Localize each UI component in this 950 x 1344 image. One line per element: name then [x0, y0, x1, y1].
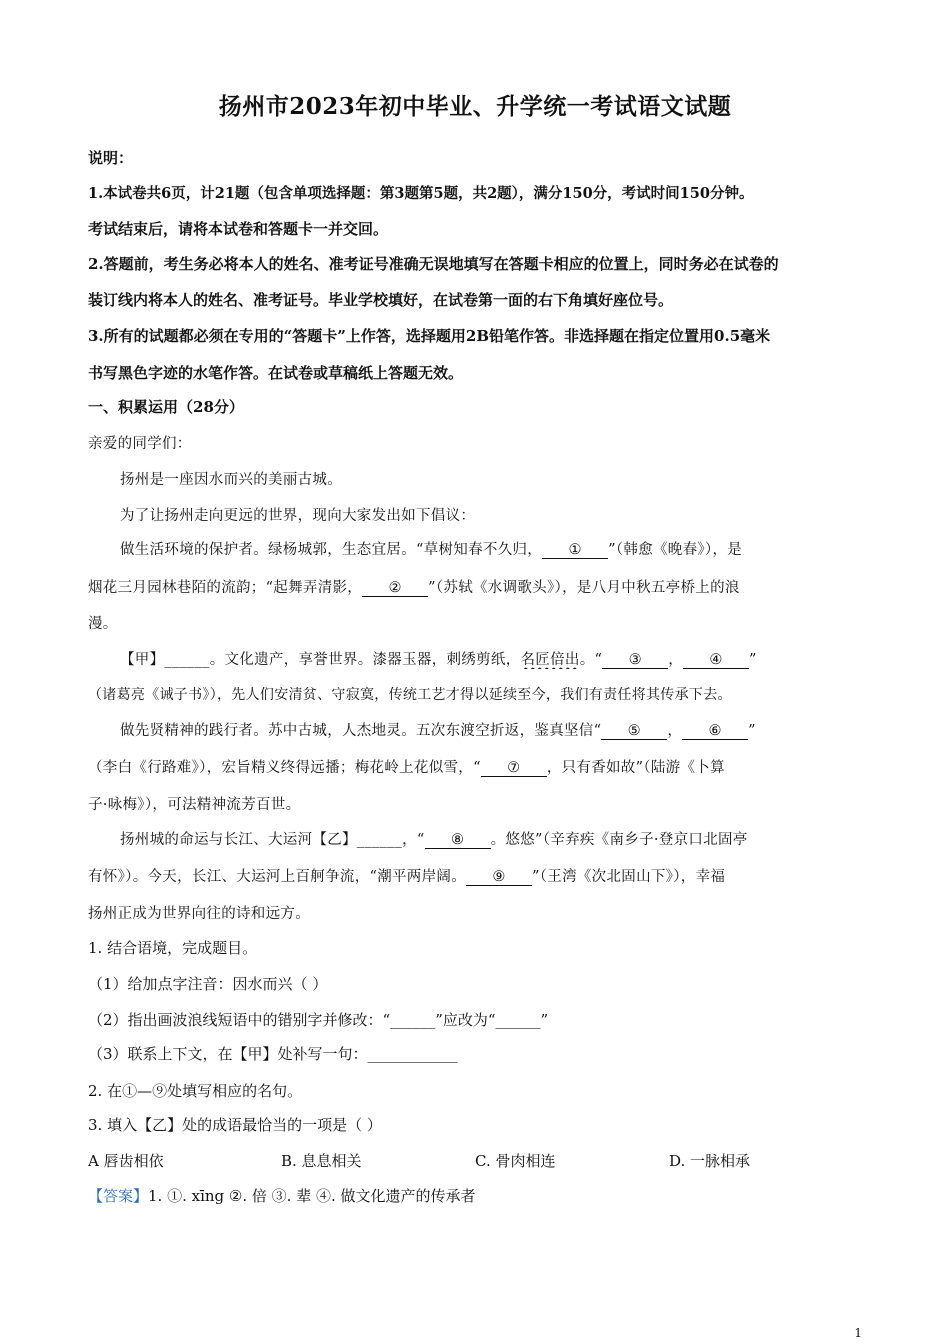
text: ， — [667, 723, 683, 739]
passage-line-5: 漫。 — [88, 616, 118, 632]
text: 的美丽古城。 — [253, 472, 343, 488]
question-1-2: （2）指出画波浪线短语中的错别字并修改：“______”应改为“______” — [88, 1011, 549, 1029]
text: ” — [749, 652, 757, 668]
dotted-character: 兴 — [238, 472, 254, 488]
option-b: B. 息息相关 — [281, 1152, 362, 1170]
instruction-line-2: 考试结束后，请将本试卷和答题卡一并交回。 — [88, 220, 389, 238]
blank-4: ④ — [683, 652, 749, 669]
option-a: A 唇齿相依 — [88, 1152, 164, 1170]
passage-line-9 — [88, 756, 863, 777]
text: 。“ — [579, 652, 603, 668]
instruction-line-4: 装订线内将本人的姓名、准考证号。毕业学校填好，在试卷第一面的右下角填好座位号。 — [88, 291, 674, 309]
passage-line-11 — [120, 828, 863, 849]
instruction-line-6: 书写黑色字迹的水笔作答。在试卷或草稿纸上答题无效。 — [88, 364, 464, 382]
blank-5: ⑤ — [601, 723, 667, 740]
instruction-line-3: 2.答题前，考生务必将本人的姓名、准考证号准确无误地填写在答题卡相应的位置上，同时务必在试卷的 — [88, 255, 779, 273]
question-3: 3. 填入【乙】处的成语最恰当的一项是（ ） — [88, 1116, 382, 1134]
instruction-line-1: 1.本试卷共6页，计21题（包含单项选择题：第3题第5题，共2题），满分150分，考试时间150分钟。 — [88, 185, 754, 202]
text: （1）给加点字注音：因水而 — [88, 975, 278, 993]
passage-line-6 — [120, 648, 863, 669]
blank-7: ⑦ — [481, 760, 547, 777]
passage-line-4 — [88, 576, 863, 597]
question-1-1 — [88, 973, 863, 994]
text: ， — [668, 652, 684, 668]
option-d: D. 一脉相承 — [669, 1152, 751, 1170]
blank-6: ⑥ — [682, 723, 748, 740]
text: 有怀》）。今天，长江、大运河上百舸争流，“潮平两岸阔。 — [88, 869, 467, 885]
blank-3: ③ — [602, 652, 668, 669]
text: （李白《行路难》），宏旨精义终得远播；梅花岭上花似雪，“ — [88, 760, 481, 776]
text: ”（王湾《次北固山下》），幸福 — [532, 869, 726, 885]
answer-tag: 【答案】 — [88, 1187, 149, 1205]
question-1-3: （3）联系上下文，在【甲】处补写一句：____________ — [88, 1045, 458, 1063]
text: ”（韩愈《晚春》），是 — [608, 542, 743, 558]
exam-title: 扬州市2023年初中毕业、升学统一考试语文试题 — [218, 93, 732, 120]
wavy-underlined-phrase: 名匠倍出 — [520, 652, 580, 668]
blank-1: ① — [542, 542, 608, 559]
answer-text: 1. ①. xīng ②. 倍 ③. 辈 ④. 做文化遗产的传承者 — [148, 1187, 476, 1205]
text: 【甲】______。文化遗产，享誉世界。漆器玉器，刺绣剪纸， — [120, 652, 521, 668]
passage-greeting: 亲爱的同学们： — [88, 436, 192, 452]
text: （ ） — [292, 975, 328, 993]
dotted-character: 兴 — [277, 975, 293, 993]
passage-line-10: 子·咏梅》），可法精神流芳百世。 — [88, 797, 301, 813]
passage-line-2: 为了让扬州走向更远的世界，现向大家发出如下倡议： — [120, 508, 476, 524]
text: 扬州城的命运与长江、大运河【乙】______，“ — [120, 832, 425, 848]
passage-line-7: （诸葛亮《诫子书》），先人们安清贫、守寂寞，传统工艺才得以延续至今，我们有责任将其传承下去。 — [88, 687, 732, 703]
passage-line-1 — [120, 468, 863, 489]
answer-line — [88, 1185, 863, 1206]
blank-9: ⑨ — [466, 869, 532, 886]
text: 做生活环境的保护者。绿杨城郭，生态宜居。“草树知春不久归， — [120, 542, 543, 558]
question-3-options — [88, 1150, 863, 1172]
text: ，只有香如故”（陆游《卜算 — [546, 760, 725, 776]
page-number: 1 — [854, 1326, 862, 1340]
passage-line-12 — [88, 865, 863, 886]
passage-line-3 — [120, 538, 863, 559]
option-c: C. 骨肉相连 — [475, 1152, 556, 1170]
text: 做先贤精神的践行者。苏中古城，人杰地灵。五次东渡空折返，鉴真坚信“ — [120, 723, 602, 739]
instructions-heading: 说明： — [88, 149, 134, 167]
passage-line-13: 扬州正成为世界向往的诗和远方。 — [88, 906, 310, 922]
text: 烟花三月园林巷陌的流韵；“起舞弄清影， — [88, 580, 363, 596]
passage-line-8 — [120, 719, 863, 740]
blank-8: ⑧ — [425, 832, 491, 849]
text: 。悠悠”（辛弃疾《南乡子·登京口北固亭 — [490, 832, 748, 848]
instruction-line-5: 3.所有的试题都必须在专用的“答题卡”上作答，选择题用2B铅笔作答。非选择题在指定位置用0.5毫米 — [88, 327, 771, 345]
question-1: 1. 结合语境，完成题目。 — [88, 939, 258, 957]
section-heading: 一、积累运用（28分） — [88, 398, 244, 416]
text: ” — [748, 723, 756, 739]
text: 扬州是一座因水而 — [120, 472, 239, 488]
question-2: 2. 在①—⑨处填写相应的名句。 — [88, 1082, 303, 1100]
text: ”（苏轼《水调歌头》），是八月中秋五亭桥上的浪 — [428, 580, 740, 596]
blank-2: ② — [362, 580, 428, 597]
